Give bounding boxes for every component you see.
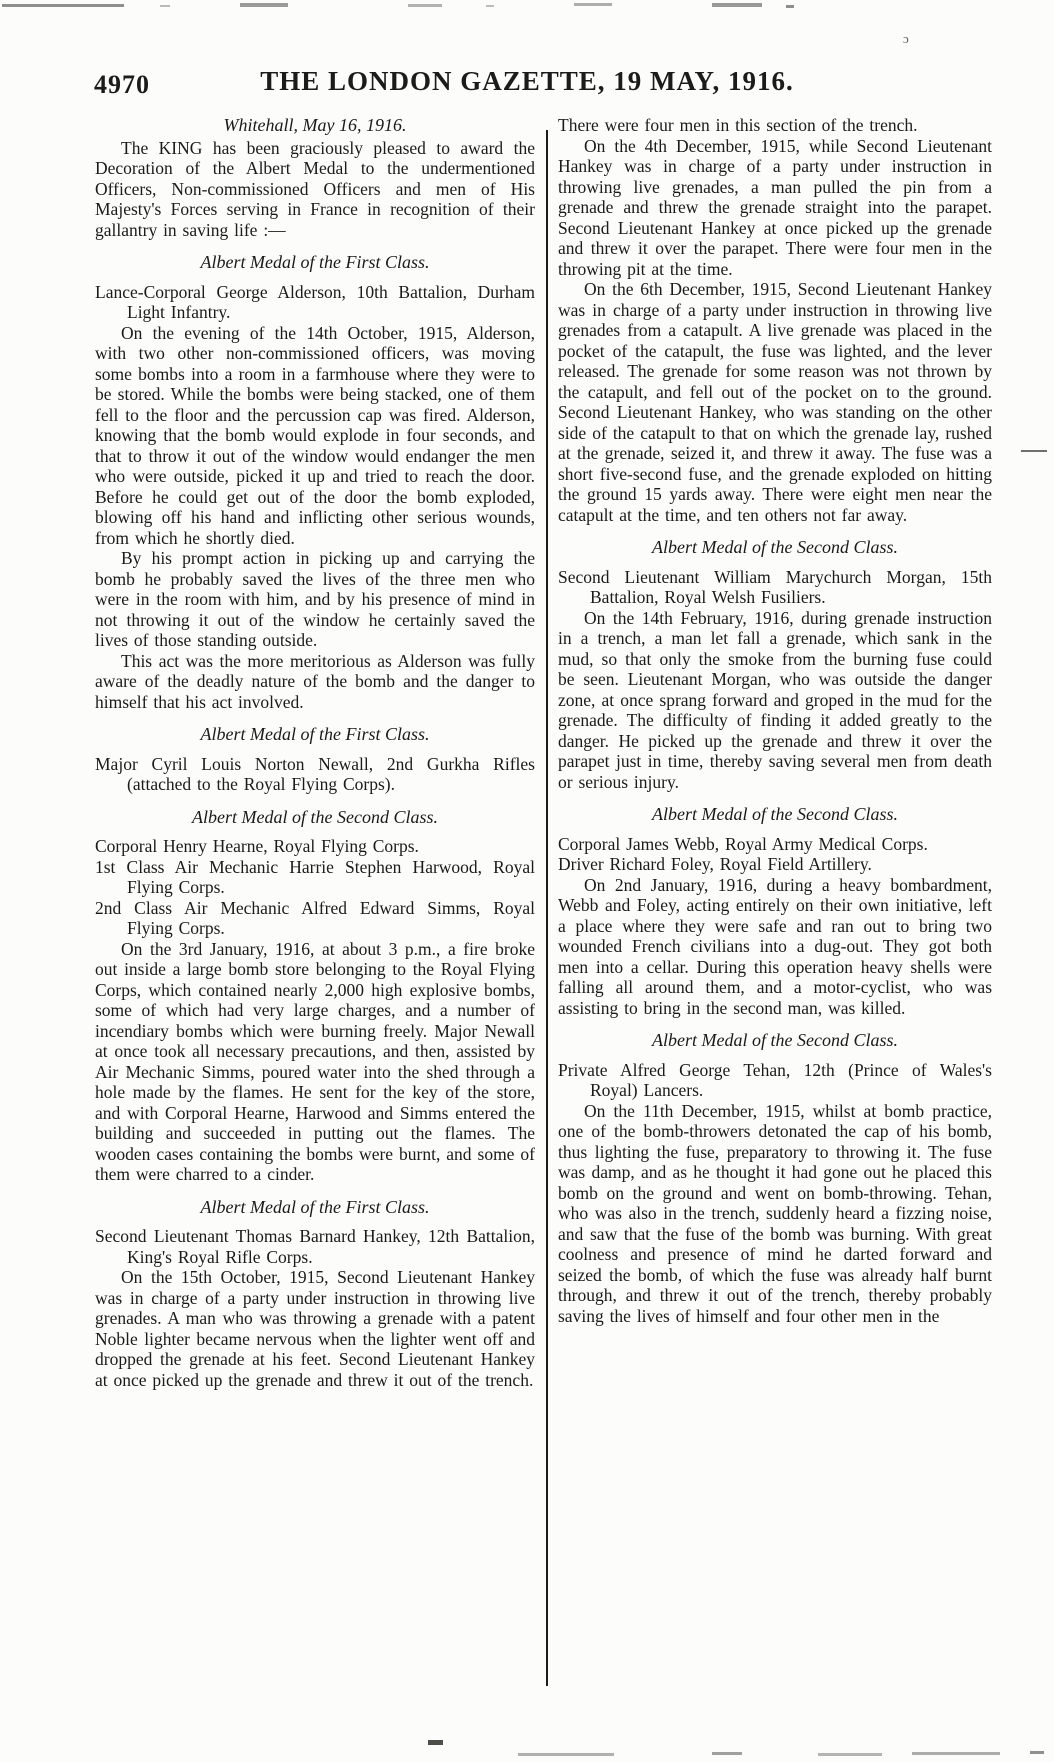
section-heading: Albert Medal of the First Class.	[200, 724, 430, 744]
scan-artifact	[1030, 1751, 1044, 1754]
left-column	[95, 115, 535, 1390]
body-paragraph: On the 6th December, 1915, Second Lieutenant Hankey was in charge of a party under instruction in throwing live grenades from a catapult. A live grenade was placed in the pocket of the catapult, the fuse was lighted, and the lever released. The grenade for some reason was not thrown by the catapult, and fell out of the pocket on to the ground. Second Lieutenant Hankey, who was standing on the other side of the catapult to that on which the grenade lay, rushed at the grenade, seized it, and threw it away. The fuse was a short five-second fuse, and the grenade exploded on hitting the ground 15 yards away. There were eight men near the catapult at the time, and ten others not far away.	[558, 279, 992, 525]
scan-artifact	[240, 3, 288, 7]
recipient-entry: Second Lieutenant Thomas Barnard Hankey, 12th Battalion, King's Royal Rifle Corps.	[95, 1226, 535, 1267]
body-paragraph: On 2nd January, 1916, during a heavy bombardment, Webb and Foley, acting entirely on their own initiative, left a place where they were safe and ran out to bring two wounded French civilians into a dug-out. They got both men into a cellar. During this operation heavy shells were falling all around them, and a motor-cyclist, who was assisting to bring in the second man, was killed.	[558, 874, 992, 1018]
scan-artifact	[786, 5, 794, 8]
scan-artifact	[1021, 450, 1047, 452]
recipient-entry: 2nd Class Air Mechanic Alfred Edward Simms, Royal Flying Corps.	[95, 897, 535, 938]
body-paragraph: This act was the more meritorious as Alderson was fully aware of the deadly nature of the bomb and the danger to himself that his act involved.	[95, 650, 535, 712]
recipient-entry: Corporal Henry Hearne, Royal Flying Corps.	[95, 836, 419, 856]
recipient-entry: Major Cyril Louis Norton Newall, 2nd Gurkha Rifles (attached to the Royal Flying Corps).	[95, 753, 535, 794]
section-heading: Albert Medal of the Second Class.	[192, 806, 438, 827]
masthead-title: THE LONDON GAZETTE, 19 MAY, 1916.	[260, 66, 794, 96]
section-heading: Albert Medal of the First Class.	[200, 252, 430, 272]
recipient-entry: 1st Class Air Mechanic Harrie Stephen Harwood, Royal Flying Corps.	[95, 856, 535, 897]
recipient-entry: Private Alfred George Tehan, 12th (Prince of Wales's Royal) Lancers.	[558, 1059, 992, 1100]
body-paragraph: On the 3rd January, 1916, at about 3 p.m., a fire broke out inside a large bomb store belonging to the Royal Flying Corps, which contained nearly 2,000 high explosive bombs, some of which had very large charges, and a number of incendiary bombs which were burning freely. Major Newall at once took all necessary precautions, and then, assisted by Air Mechanic Simms, poured water into the shed through a hole made by the flames. He sent for the key of the store, and with Corporal Hearne, Harwood and Simms entered the building and succeeded in putting out the flames. The wooden cases containing the bombs were burnt, and some of them were charred to a cinder.	[95, 938, 535, 1184]
section-heading: Albert Medal of the Second Class.	[652, 1030, 898, 1050]
recipient-entry: Lance-Corporal George Alderson, 10th Battalion, Durham Light Infantry.	[95, 281, 535, 322]
scan-artifact	[428, 1740, 443, 1745]
right-column	[558, 115, 992, 1326]
section-heading: Albert Medal of the Second Class.	[652, 804, 898, 824]
dateline: Whitehall, May 16, 1916.	[223, 115, 407, 135]
section-heading: Albert Medal of the First Class.	[200, 1196, 430, 1217]
page-number: 4970	[94, 70, 150, 99]
scan-artifact: ɔ	[903, 31, 909, 46]
scan-artifact	[486, 5, 494, 7]
body-paragraph: On the evening of the 14th October, 1915, Alderson, with two other non-commissioned officers, was moving some bombs into a room in a farmhouse where they were to be stored. While the bombs were being stacked, one of them fell to the floor and the percussion cap was fired. Alderson, knowing that the bomb would explode in four seconds, and that to throw it out of the window would endanger the men who were outside, picked it up and tried to reach the door. Before he could get out of the door the bomb exploded, blowing off his hand and inflicting other serious wounds, from which he shortly died.	[95, 322, 535, 548]
scan-artifact	[712, 3, 762, 7]
scan-artifact	[408, 4, 442, 7]
body-paragraph: There were four men in this section of the trench.	[558, 115, 918, 135]
recipient-entry: Second Lieutenant William Marychurch Morgan, 15th Battalion, Royal Welsh Fusiliers.	[558, 566, 992, 607]
column-divider	[546, 130, 548, 1686]
body-paragraph: On the 14th February, 1916, during grenade instruction in a trench, a man let fall a grenade, which sank in the mud, so that only the smoke from the burning fuse could be seen. Lieutenant Morgan, who was outside the danger zone, at once sprang forward and groped in the mud for the grenade. The difficulty of finding it added greatly to the danger. He picked up the grenade and threw it over the parapet just in time, thereby saving several men from death or serious injury.	[558, 607, 992, 792]
scan-artifact	[518, 1753, 614, 1756]
body-paragraph: On the 15th October, 1915, Second Lieutenant Hankey was in charge of a party under instruction in throwing live grenades. A man who was throwing a grenade with a patent Noble lighter became nervous when the lighter went off and dropped the grenade at his feet. Second Lieutenant Hankey at once picked up the grenade and threw it out of the trench.	[95, 1267, 535, 1390]
scan-artifact	[712, 1752, 742, 1755]
scan-artifact	[818, 1753, 882, 1756]
recipient-entry: Corporal James Webb, Royal Army Medical Corps.	[558, 833, 928, 854]
body-paragraph: On the 11th December, 1915, whilst at bomb practice, one of the bomb-throwers detonated the cap of his bomb, thus lighting the fuse, preparatory to throwing it. The fuse was damp, and as he thought it had gone out he placed this bomb on the ground and went on bomb-throwing. Tehan, who was also in the trench, suddenly heard a fizzing noise, and saw that the fuse of the bomb was burning. With great coolness and presence of mind he darted forward and seized the bomb, of which the fuse was already half burnt through, and threw it out of the trench, thereby probably saving the lives of himself and four other men in the	[558, 1100, 992, 1326]
scan-artifact	[160, 5, 170, 7]
scan-artifact	[2, 4, 124, 7]
section-heading: Albert Medal of the Second Class.	[652, 537, 898, 557]
scan-artifact	[912, 1752, 1000, 1755]
body-paragraph: By his prompt action in picking up and carrying the bomb he probably saved the lives of the three men who were in the room with him, and by his presence of mind in not throwing it out of the window he certainly saved the lives of those standing outside.	[95, 548, 535, 650]
recipient-entry: Driver Richard Foley, Royal Field Artillery.	[558, 854, 872, 874]
body-paragraph: On the 4th December, 1915, while Second Lieutenant Hankey was in charge of a party under instruction in throwing live grenades, a man pulled the pin from a grenade and threw the grenade straight into the parapet. Second Lieutenant Hankey at once picked up the grenade and threw it over the parapet. There were four men in the throwing pit at the time.	[558, 135, 992, 279]
body-paragraph: The KING has been graciously pleased to award the Decoration of the Albert Medal to the undermentioned Officers, Non-commissioned Officers and men of His Majesty's Forces serving in France in recognition of their gallantry in saving life :—	[95, 137, 535, 240]
scan-artifact	[574, 3, 612, 6]
